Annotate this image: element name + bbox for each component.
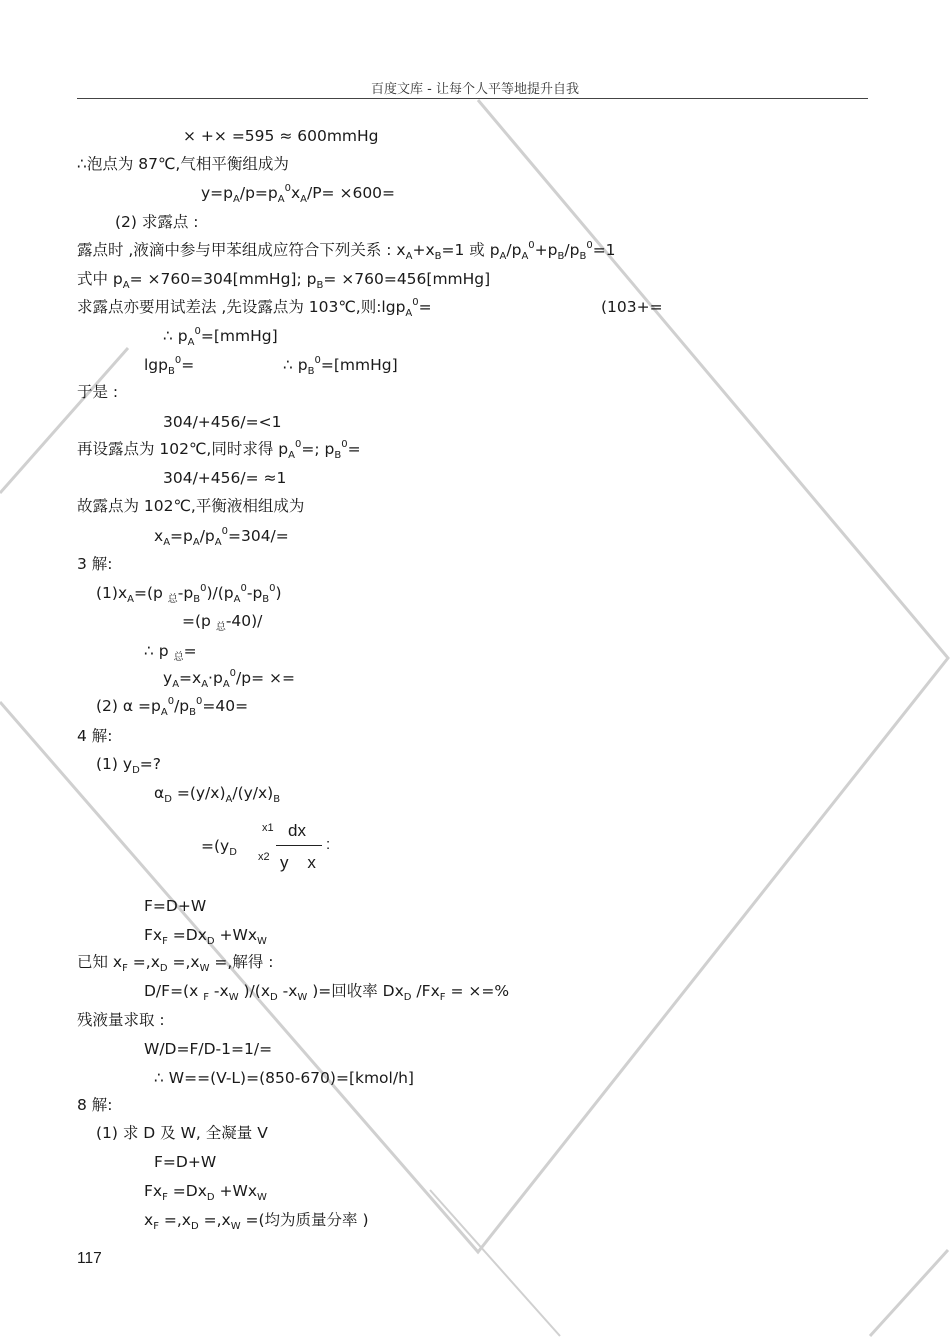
text-line: (2) 求露点 : — [115, 213, 199, 231]
text-line: ∴ W==(V-L)=(850-670)=[kmol/h] — [154, 1069, 414, 1087]
text-line: 露点时 ,液滴中参与甲苯组成应符合下列关系 : $x_A+x_B=1$ 或 $p_A/p_A^0+p_B/p_B^0=1$ — [77, 240, 616, 263]
text-line: =(p $_总$-40)/ — [182, 612, 263, 634]
text-line: W/D=F/D-1=1/= — [144, 1040, 273, 1058]
text-line: ∴ $p_A^0=[mmHg]$ — [163, 326, 278, 349]
text-line: 已知 $x_F =,x_D =,x_W$ =,解得 : — [77, 953, 274, 975]
text-line: $y_A=x_A\cdot p_A^0/p=$ ×= — [163, 668, 295, 691]
formula-numerator: dx — [288, 821, 306, 840]
formula-denominator: y x — [280, 853, 316, 872]
text-line: $(1)x_A=(p$ $_总-p_B^0)/(p_A^0-p_B^0)$ — [96, 583, 282, 606]
text-line: 304/+456/=<1 — [163, 413, 282, 431]
text-line: $x_F =,x_D =,x_W$ =(均为质量分率 ) — [144, 1211, 369, 1233]
text-line: $Fx_F =Dx_D +Wx_W$ — [144, 1182, 267, 1204]
text-line: 于是 : — [77, 383, 119, 401]
text-line: $x_A=p_A/p_A^0=304/=$ — [154, 526, 289, 549]
text-line: (1) $y_D=$? — [96, 755, 161, 777]
formula-lower-limit: x2 — [258, 851, 270, 863]
page-number: 117 — [77, 1250, 102, 1267]
text-line: $y=p_A/p=p_A^0x_A/P= \times 600=$ — [201, 183, 396, 206]
text-line: $\alpha_D =(y/x)_A/(y/x)_B$ — [154, 784, 281, 806]
text-line: 求露点亦要用试差法 ,先设露点为 103℃,则:lgp$_A^0$= — [77, 297, 432, 320]
text-line: D/F=(x $_F$ $-x_W$ )$/(x_D$ $-x_W$ )=回收率 $Dx_D$ $/Fx_F$ = ×=% — [144, 982, 510, 1004]
text-line: ∴泡点为 87℃,气相平衡组成为 — [77, 155, 289, 173]
text-line: 残液量求取 : — [77, 1011, 165, 1029]
text-line: (1) 求 D 及 W, 全凝量 V — [96, 1124, 268, 1142]
text-line: ∴ $p_B^0=[mmHg]$ — [283, 355, 398, 378]
text-line: (103+= — [601, 298, 663, 316]
text-line: 故露点为 102℃,平衡液相组成为 — [77, 497, 305, 515]
text-line: $=(y_D$ — [201, 837, 237, 859]
formula-trailing: : — [326, 836, 331, 853]
page-header: 百度文库 - 让每个人平等地提升自我 — [371, 82, 579, 97]
text-line: × +× =595 ≈ 600mmHg — [183, 127, 379, 145]
text-line: 4 解: — [77, 727, 113, 745]
text-line: $Fx_F =Dx_D +Wx_W$ — [144, 926, 267, 948]
header-rule — [77, 98, 868, 99]
text-line: (2) $\alpha =p_A^0/p_B^0=40=$ — [96, 696, 249, 719]
text-line: lgp$_B^0$= — [144, 355, 195, 378]
text-line: 式中 $p_A=$ ×760=304[mmHg]; $p_B=$ ×760=456[mmHg] — [77, 270, 491, 292]
text-line: 304/+456/= ≈1 — [163, 469, 287, 487]
text-line: F=D+W — [144, 897, 207, 915]
formula-upper-limit: x1 — [262, 822, 274, 834]
text-line: F=D+W — [154, 1153, 217, 1171]
text-line: 3 解: — [77, 555, 113, 573]
text-line: 8 解: — [77, 1096, 113, 1114]
text-line: ∴ p $_总$= — [144, 642, 197, 664]
formula-fraction-bar — [276, 845, 322, 846]
text-line: 再设露点为 102℃,同时求得 $p_A^0=$; $p_B^0=$ — [77, 439, 361, 462]
